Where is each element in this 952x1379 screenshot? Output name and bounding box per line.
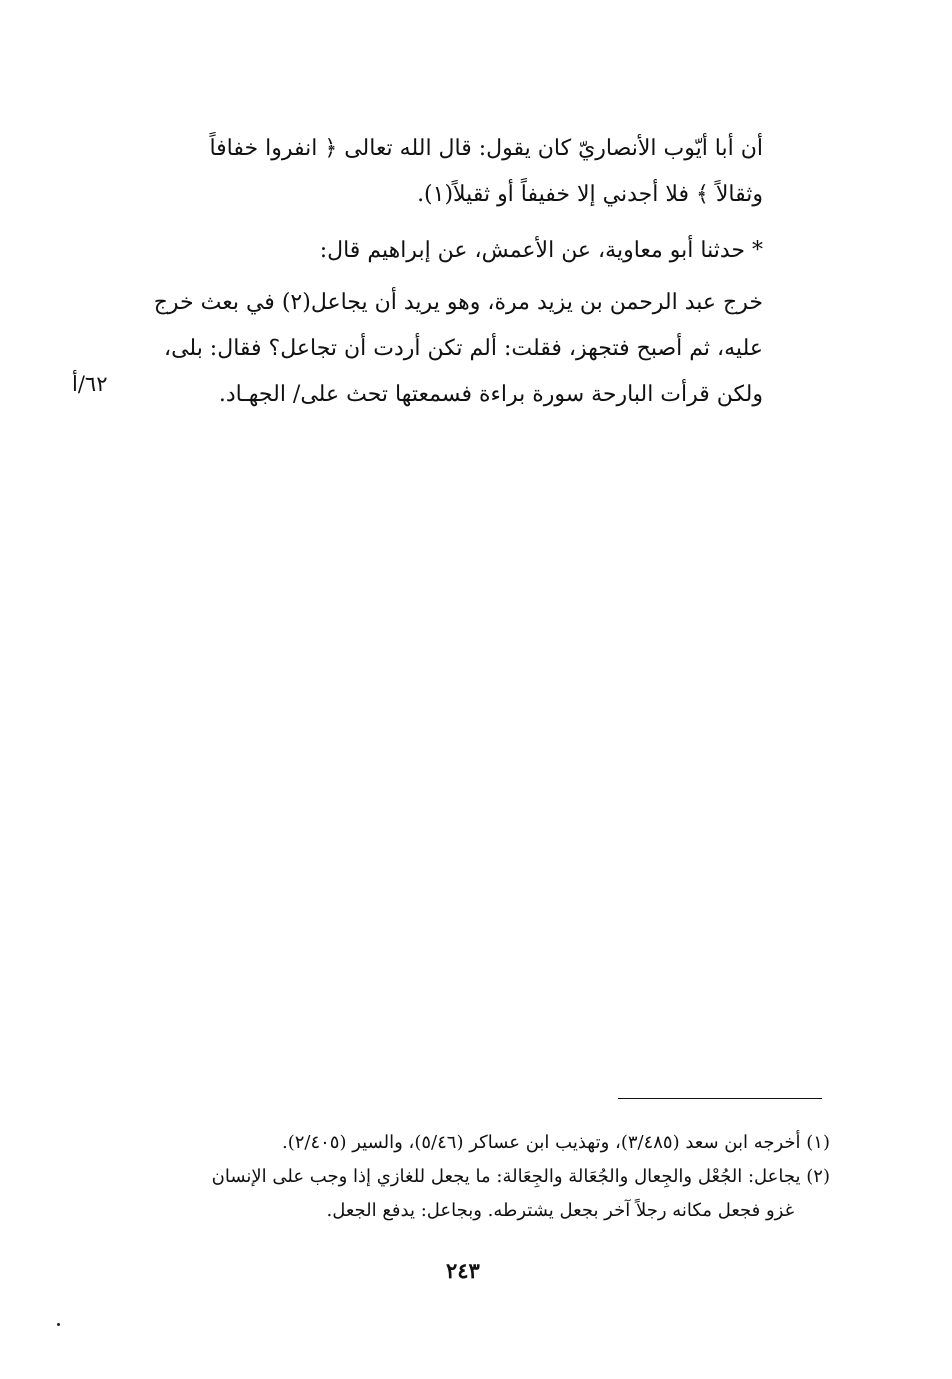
paragraph-abd-al-rahman: [125, 280, 823, 418]
footnote-2: (٢) يجاعل: الجُعْل والجِعال والجُعَالة والجِعَالة: ما يجعل للغازي إذا وجب على الإنسان: [211, 1166, 830, 1187]
footnotes: [130, 1126, 830, 1228]
paragraph-isnad: [125, 228, 823, 274]
page-number: ٢٤٣: [446, 1258, 480, 1283]
paragraph-line: * حدثنا أبو معاوية، عن الأعمش، عن إبراهيم قال:: [319, 238, 763, 263]
footnote-2-continuation: غزو فجعل مكانه رجلاً آخر بجعل يشترطه. وبجاعل: يدفع الجعل.: [326, 1200, 794, 1221]
scan-speck: [57, 1323, 60, 1326]
footnote-1: (١) أخرجه ابن سعد (٣/٤٨٥)، وتهذيب ابن عساكر (٥/٤٦)، والسير (٢/٤٠٥).: [281, 1132, 830, 1153]
paragraph-line: خرج عبد الرحمن بن يزيد مرة، وهو يريد أن يجاعل(٢) في بعث خرج: [153, 290, 763, 315]
footnote-separator: [618, 1098, 822, 1099]
paragraph-line: أن أبا أيّوب الأنصاريّ كان يقول: قال الله تعالى ﴿ انفروا خفافاً: [209, 136, 763, 161]
manuscript-folio-marker: ٦٢/أ: [72, 372, 108, 396]
paragraph-line: ولكن قرأت البارحة سورة براءة فسمعتها تحث على/ الجهـاد.: [218, 382, 763, 407]
paragraph-line: عليه، ثم أصبح فتجهز، فقلت: ألم تكن أردت أن تجاعل؟ فقال: بلى،: [163, 336, 763, 361]
paragraph-line: وثقالاً ﴾ فلا أجدني إلا خفيفاً أو ثقيلاً(١).: [417, 182, 763, 207]
paragraph-abu-ayyub: [125, 126, 823, 218]
